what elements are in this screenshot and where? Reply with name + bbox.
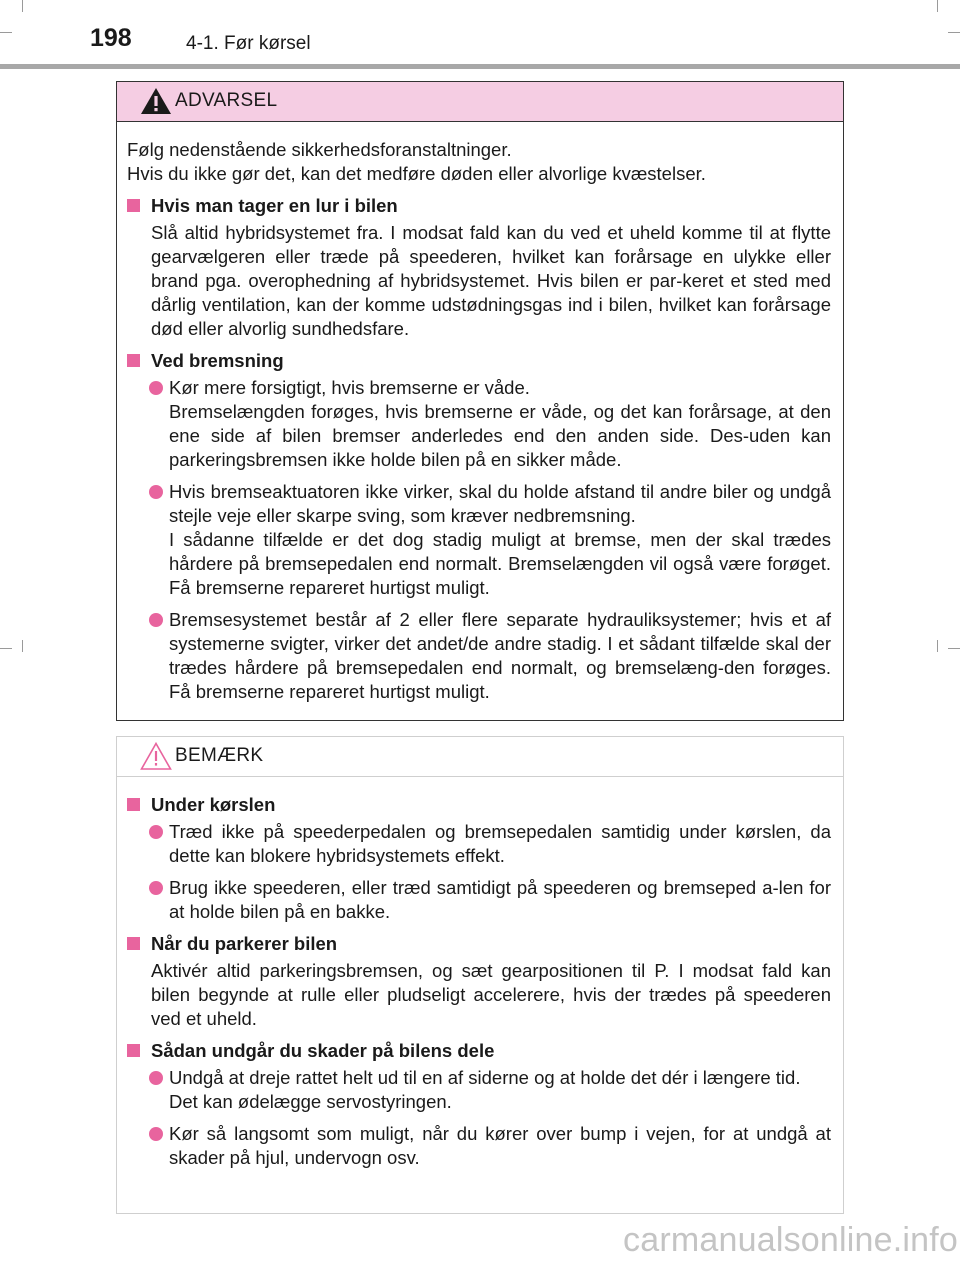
square-bullet-icon: [127, 798, 140, 811]
bullet-item: Træd ikke på speederpedalen og bremsepedalen samtidig under kørslen, da dette kan blokere hybridsystemets effekt.: [125, 820, 831, 868]
round-bullet-icon: [149, 613, 163, 627]
caution-outline-triangle-icon: [139, 741, 173, 771]
round-bullet-icon: [149, 881, 163, 895]
note-box: [116, 736, 844, 1214]
section-title: 4-1. Før kørsel: [186, 33, 311, 54]
round-bullet-icon: [149, 1127, 163, 1141]
square-bullet-icon: [127, 1044, 140, 1057]
section-text: Slå altid hybridsystemet fra. I modsat fald kan du ved et uheld komme til at flytte gearvælgeren eller træde på speederen, hvilket kan forårsage en ulykke eller brand pga. overophedning af hybridsystemet. Hvis bilen er par-keret et sted med dårlig ventilation, kan der komme udstødningsgas ind i bilen, hvilket kan forårsage død eller alvorlig sundhedsfare.: [151, 222, 831, 339]
square-bullet-icon: [127, 937, 140, 950]
square-bullet-icon: [127, 199, 140, 212]
warning-box: [116, 81, 844, 721]
bullet-item: Hvis bremseaktuatoren ikke virker, skal du holde afstand til andre biler og undgå stejle veje eller skarpe sving, som kræver nedbremsning. I sådanne tilfælde er det dog stadig muligt at bremse, men der skal trædes hårdere på bremsepedalen end normalt. Bremselængden vil også være forøget. Få bremserne repareret hurtigst muligt.: [125, 480, 831, 600]
note-title: BEMÆRK: [175, 745, 264, 766]
section-heading: Hvis man tager en lur i bilen: [125, 194, 831, 218]
section-heading: Under kørslen: [125, 793, 831, 817]
section-text: Aktivér altid parkeringsbremsen, og sæt gearpositionen til P. I modsat fald kan bilen begynde at rulle eller pludseligt accelerere, hvis der trædes på speederen ved et uheld.: [151, 960, 831, 1029]
warning-header: [117, 82, 843, 122]
warning-title: ADVARSEL: [175, 90, 278, 111]
bullet-item: Undgå at dreje rattet helt ud til en af siderne og at holde det dér i længere tid. Det kan ødelægge servostyringen.: [125, 1066, 831, 1114]
bullet-item: Kør mere forsigtigt, hvis bremserne er våde. Bremselængden forøges, hvis bremserne er våde, og det kan forårsage, at den ene side af bilen bremser anderledes end den anden side. Des-uden kan parkeringsbremsen ikke holde bilen på en sikker måde.: [125, 376, 831, 472]
round-bullet-icon: [149, 381, 163, 395]
section-heading: Sådan undgår du skader på bilens dele: [125, 1039, 831, 1063]
crop-mark: [937, 640, 938, 652]
page-header: [0, 0, 960, 70]
page-number: 198: [90, 24, 132, 52]
round-bullet-icon: [149, 1071, 163, 1085]
round-bullet-icon: [149, 485, 163, 499]
header-rule: [0, 64, 960, 69]
section-heading: Ved bremsning: [125, 349, 831, 373]
section-heading: Når du parkerer bilen: [125, 932, 831, 956]
crop-mark: [948, 648, 960, 649]
warning-intro: [125, 138, 831, 186]
note-header: [117, 737, 843, 777]
crop-mark: [22, 640, 23, 652]
bullet-item: Brug ikke speederen, eller træd samtidigt på speederen og bremseped a-len for at holde bilen på en bakke.: [125, 876, 831, 924]
square-bullet-icon: [127, 354, 140, 367]
bullet-item: Bremsesystemet består af 2 eller flere separate hydrauliksystemer; hvis et af systemerne svigter, virker det andet/de andre stadig. I et sådant tilfælde skal der trædes hårdere på bremsepedalen end normalt, og bremselæng-den forøges. Få bremserne repareret hurtigst muligt.: [125, 608, 831, 704]
intro-line: Følg nedenstående sikkerhedsforanstaltninger.: [127, 139, 512, 160]
bullet-item: Kør så langsomt som muligt, når du kører over bump i vejen, for at undgå at skader på hjul, undervogn osv.: [125, 1122, 831, 1170]
crop-mark: [0, 648, 12, 649]
intro-line: Hvis du ikke gør det, kan det medføre døden eller alvorlige kvæstelser.: [127, 163, 706, 184]
warning-body: [117, 122, 843, 704]
round-bullet-icon: [149, 825, 163, 839]
watermark: carmanualsonline.info: [623, 1221, 958, 1259]
note-body: [117, 777, 843, 1170]
warning-triangle-icon: [139, 86, 173, 116]
